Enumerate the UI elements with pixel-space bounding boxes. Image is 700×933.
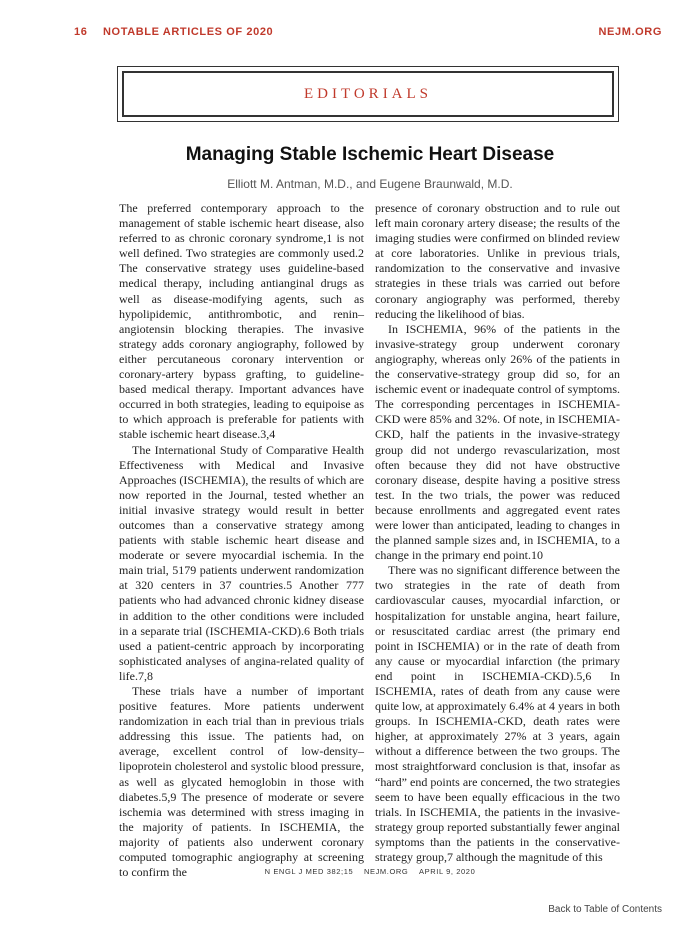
site-name: NEJM.ORG [598, 26, 662, 38]
right-column [375, 201, 620, 865]
running-header [74, 26, 662, 42]
page-number: 16 [74, 26, 88, 38]
left-column [119, 201, 364, 880]
section-banner-frame [122, 71, 614, 117]
journal-reference: N ENGL J MED 382;15 [264, 867, 354, 876]
paragraph: The preferred contemporary approach to the management of stable ischemic heart disease, also referred to as chronic coronary syndrome,1 is not well defined. Two strategies are commonly used.2 The conservative strategy uses guideline-based medical therapy, including antianginal drugs as well as disease-modifying agents, such as hypolipidemic, antithrombotic, and renin–angiotensin blocking therapies. The invasive strategy adds coronary angiography, followed by either percutaneous coronary intervention or coronary-artery bypass grafting, to guideline-based medical therapy. Important advances have occurred in both strategies, leading to equipoise as to which approach is preferable for patients with stable ischemic heart disease.3,4 [119, 201, 364, 442]
section-banner-label: EDITORIALS [303, 85, 433, 102]
paragraph: There was no significant difference between the two strategies in the rate of death from cardiovascular causes, myocardial infarction, or hospitalization for unstable angina, heart failure, or resuscitated cardiac arrest (the primary end point in ISCHEMIA) or in the rate of death from any cause or myocardial infarction (the primary end point in ISCHEMIA-CKD).5,6 In ISCHEMIA, rates of death from any cause were quite low, at approximately 6.4% at 4 years in both groups. In ISCHEMIA-CKD, death rates were higher, at approximately 27% at 3 years, again without a difference between the two groups. The most straightforward conclusion is that, insofar as “hard” end points are concerned, the two strategies seem to have been equally efficacious in the two trials. In ISCHEMIA, the patients in the invasive-strategy group reported substantially fewer anginal symptoms than the patients in the conservative-strategy group,7 although the magnitude of this [375, 563, 620, 865]
page-footer [0, 867, 700, 876]
article-authors: Elliott M. Antman, M.D., and Eugene Braunwald, M.D. [227, 177, 513, 191]
article-title: Managing Stable Ischemic Heart Disease [185, 144, 555, 165]
back-to-toc-link[interactable]: Back to Table of Contents [548, 904, 662, 915]
paragraph: presence of coronary obstruction and to rule out left main coronary artery disease; the results of the imaging studies were confirmed on blinded review at core laboratories. Unlike in previous trials, randomization to the conservative and invasive strategies in these trials was carried out before coronary angiography was performed, thereby reducing the likelihood of bias. [375, 201, 620, 321]
section-banner [117, 66, 619, 122]
issue-date: APRIL 9, 2020 [419, 867, 476, 876]
paragraph: The International Study of Comparative Health Effectiveness with Medical and Invasive Approaches (ISCHEMIA), the results of which are now reported in the Journal, tested whether an initial invasive strategy would result in better outcomes than a conservative strategy among patients with stable ischemic heart disease and moderate or severe myocardial ischemia. In the main trial, 5179 patients underwent randomization at 320 centers in 37 countries.5 Another 777 patients who had advanced chronic kidney disease in addition to the other conditions were included in a separate trial (ISCHEMIA-CKD).6 Both trials used a patient-centric approach by incorporating sophisticated analyses of angina-related quality of life.7,8 [119, 442, 364, 683]
paragraph: In ISCHEMIA, 96% of the patients in the invasive-strategy group underwent coronary angiography, whereas only 26% of the patients in the conservative-strategy group did so, for an ischemic event or inadequate control of symptoms. The corresponding percentages in ISCHEMIA-CKD were 85% and 32%. Of note, in ISCHEMIA-CKD, half the patients in the invasive-strategy group did not undergo revascularization, most often because they did not have obstructive coronary disease, despite having a positive stress test. In the two trials, the power was reduced because enrollments and aggregated event rates were lower than anticipated, leading to changes in the planned sample sizes and, in ISCHEMIA, to a change in the primary end point.10 [375, 321, 620, 563]
section-title: NOTABLE ARTICLES OF 2020 [103, 26, 274, 38]
paragraph: These trials have a number of important positive features. More patients underwent randomization in each trial than in previous trials addressing this issue. The patients had, on average, excellent control of low-density–lipoprotein cholesterol and systolic blood pressure, as well as glycated hemoglobin in those with diabetes.5,9 The presence of moderate or severe ischemia was determined with stress imaging in the majority of patients. In ISCHEMIA, the majority of patients also underwent coronary computed tomographic angiography at screening to confirm the [119, 684, 364, 880]
footer-site: NEJM.ORG [363, 867, 409, 876]
